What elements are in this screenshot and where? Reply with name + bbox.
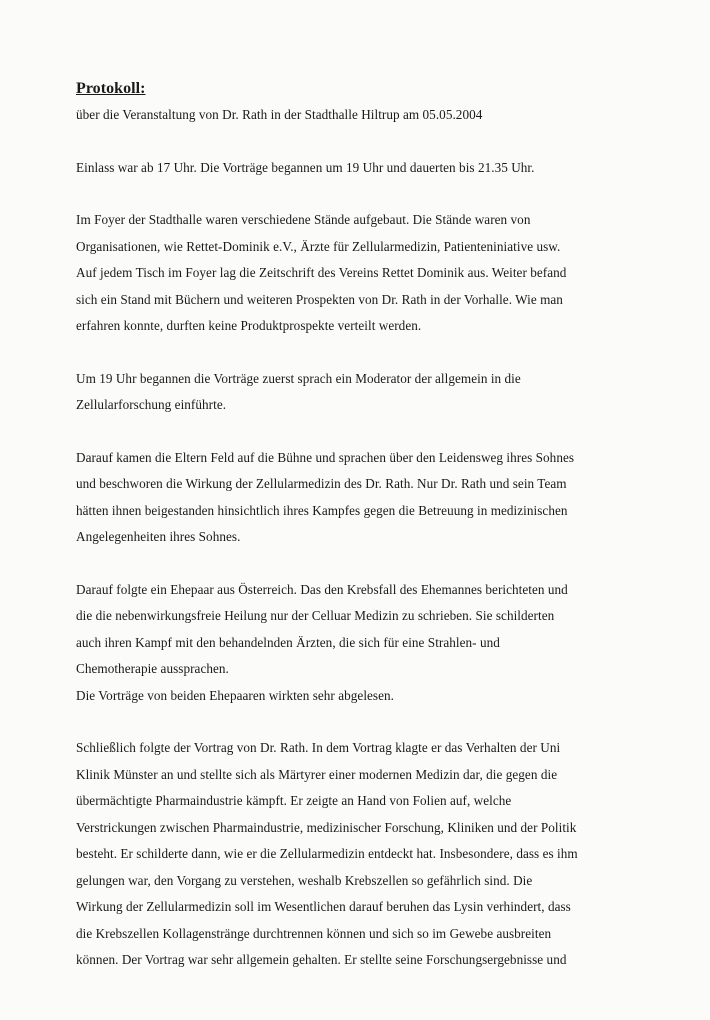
paragraph-line: erfahren konnte, durften keine Produktprospekte verteilt werden.: [76, 318, 422, 333]
paragraph-line: die die nebenwirkungsfreie Heilung nur der Celluar Medizin zu schrieben. Sie schilderten: [76, 608, 555, 623]
paragraph-line: können. Der Vortrag war sehr allgemein gehalten. Er stellte seine Forschungsergebnisse und: [76, 952, 567, 967]
paragraph-line: hätten ihnen beigestanden hinsichtlich ihres Kampfes gegen die Betreuung in medizinischen: [76, 502, 568, 518]
paragraph-line: gelungen war, den Vorgang zu verstehen, weshalb Krebszellen so gefährlich sind. Die: [76, 872, 533, 888]
paragraph-line: Klinik Münster an und stellte sich als Märtyrer einer modernen Medizin dar, die gegen die: [76, 766, 558, 782]
paragraph-line: Die Vorträge von beiden Ehepaaren wirkten sehr abgelesen.: [76, 687, 395, 703]
paragraph-line: Zellularforschung einführte.: [76, 397, 227, 412]
paragraph-line: Darauf folgte ein Ehepaar aus Österreich. Das den Krebsfall des Ehemannes berichteten und: [76, 581, 568, 597]
paragraph-rath-lecture: [76, 735, 661, 974]
paragraph-line: Angelegenheiten ihres Sohnes.: [76, 529, 241, 544]
paragraph-line: Im Foyer der Stadthalle waren verschiedene Stände aufgebaut. Die Stände waren von: [76, 212, 531, 227]
paragraph-austrian-couple: [76, 577, 661, 710]
paragraph-line: Schließlich folgte der Vortrag von Dr. Rath. In dem Vortrag klagte er das Verhalten der Uni: [76, 740, 561, 755]
paragraph-line: die Krebszellen Kollagenstränge durchtrennen können und sich so im Gewebe ausbreiten: [76, 925, 552, 941]
paragraph-line: Darauf kamen die Eltern Feld auf die Bühne und sprachen über den Leidensweg ihres Sohnes: [76, 449, 575, 465]
paragraph-line: Organisationen, wie Rettet-Dominik e.V., Ärzte für Zellularmedizin, Patienteniniative usw.: [76, 238, 561, 254]
document-subtitle: über die Veranstaltung von Dr. Rath in der Stadthalle Hiltrup am 05.05.2004: [76, 107, 483, 122]
paragraph-line: besteht. Er schilderte dann, wie er die Zellularmedizin entdeckt hat. Insbesondere, dass es ihm: [76, 846, 578, 861]
document-title: Protokoll:: [76, 80, 146, 97]
paragraph-moderator: [76, 366, 661, 419]
paragraph-parents: [76, 445, 661, 551]
paragraph-foyer: [76, 207, 661, 340]
paragraph-line: übermächtigte Pharmaindustrie kämpft. Er zeigte an Hand von Folien auf, welche: [76, 793, 512, 808]
paragraph-line: Chemotherapie aussprachen.: [76, 661, 229, 676]
paragraph-admission: [76, 155, 661, 182]
paragraph-line: auch ihren Kampf mit den behandelnden Ärzten, die sich für eine Strahlen- und: [76, 634, 500, 650]
paragraph-line: Verstrickungen zwischen Pharmaindustrie, medizinischer Forschung, Kliniken und der Politik: [76, 819, 577, 835]
paragraph-line: Einlass war ab 17 Uhr. Die Vorträge begannen um 19 Uhr und dauerten bis 21.35 Uhr.: [76, 159, 535, 175]
document-body: [76, 78, 661, 974]
paragraph-line: Auf jedem Tisch im Foyer lag die Zeitschrift des Vereins Rettet Dominik aus. Weiter befand: [76, 265, 567, 280]
paragraph-line: Um 19 Uhr begannen die Vorträge zuerst sprach ein Moderator der allgemein in die: [76, 370, 521, 386]
paragraph-line: Wirkung der Zellularmedizin soll im Wesentlichen darauf beruhen das Lysin verhindert, dass: [76, 899, 571, 914]
paragraph-line: und beschworen die Wirkung der Zellularmedizin des Dr. Rath. Nur Dr. Rath und sein Team: [76, 476, 567, 491]
paragraph-line: sich ein Stand mit Büchern und weiteren Prospekten von Dr. Rath in der Vorhalle. Wie man: [76, 291, 563, 307]
